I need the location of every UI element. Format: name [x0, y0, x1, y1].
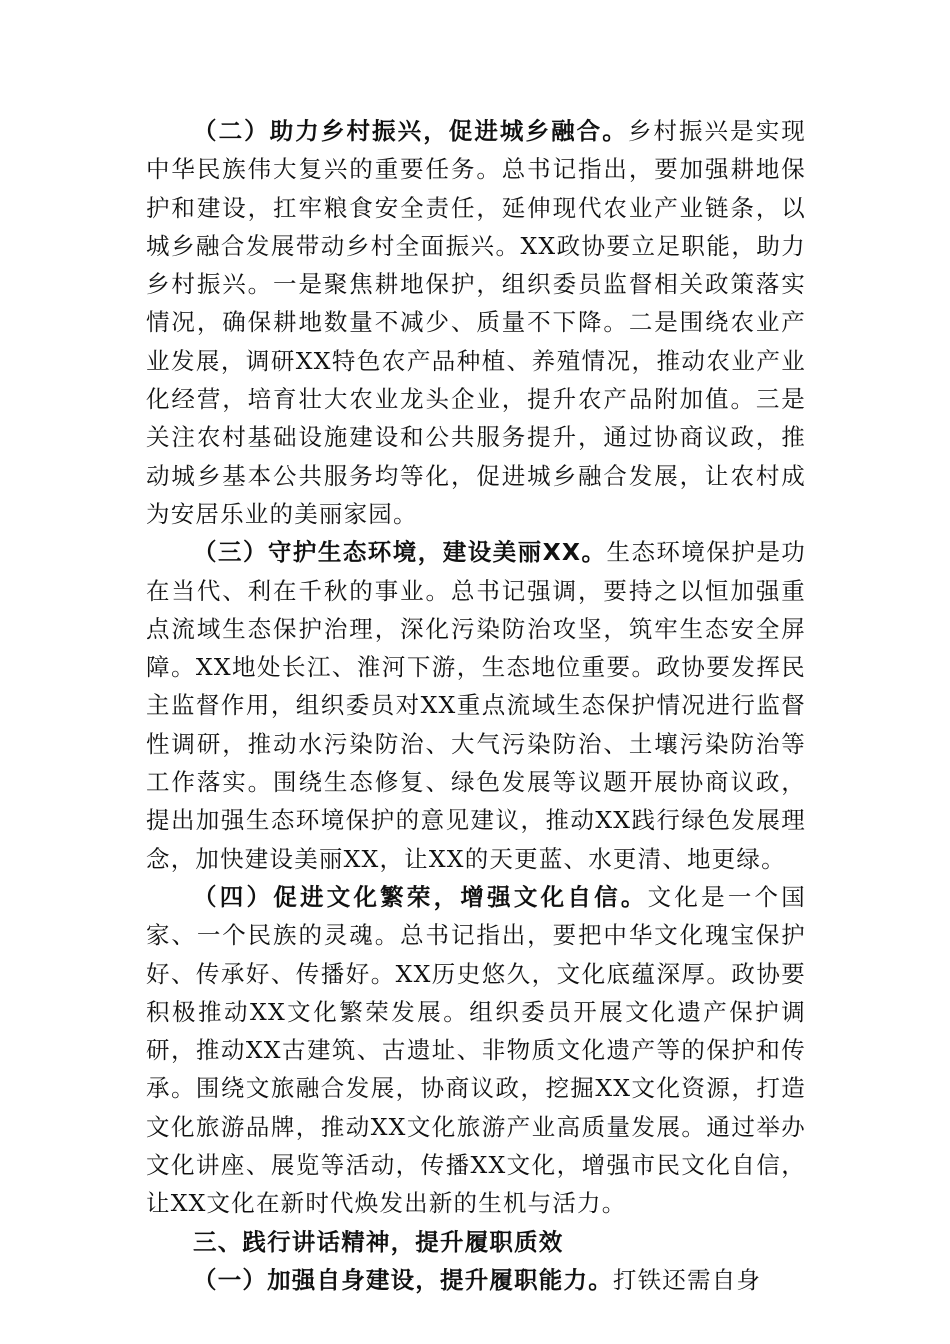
paragraph-text: 乡村振兴是实现中华民族伟大复兴的重要任务。总书记指出，要加强耕地保护和建设，扛牢粮食安全责任，延伸现代农业产业链条，以城乡融合发展带动乡村全面振兴。XX政协要立足职能，助力乡村振兴。一是聚焦耕地保护，组织委员监督相关政策落实情况，确保耕地数量不减少、质量不下降。二是围绕农业产业发展，调研XX特色农产品种植、养殖情况，推动农业产业化经营，培育壮大农业龙头企业，提升农产品附加值。三是关注农村基础设施建设和公共服务提升，通过协商议政，推动城乡基本公共服务均等化，促进城乡融合发展，让农村成为安居乐业的美丽家园。 — [146, 117, 806, 528]
document-body — [146, 112, 806, 1299]
paragraph-lead: （二）助力乡村振兴，促进城乡融合。 — [193, 117, 628, 145]
paragraph-rural-revitalization — [146, 112, 806, 533]
paragraph-text: 打铁还需自身 — [612, 1265, 762, 1294]
paragraph-lead: （三）守护生态环境，建设美丽XX。 — [193, 538, 607, 567]
paragraph-text: 生态环境保护是功在当代、利在千秋的事业。总书记强调，要持之以恒加强重点流域生态保护治理，深化污染防治攻坚，筑牢生态安全屏障。XX地处长江、淮河下游，生态地位重要。政协要发挥民主监督作用，组织委员对XX重点流域生态保护情况进行监督性调研，推动水污染防治、大气污染防治、土壤污染防治等工作落实。围绕生态修复、绿色发展等议题开展协商议政，提出加强生态环境保护的意见建议，推动XX践行绿色发展理念，加快建设美丽XX，让XX的天更蓝、水更清、地更绿。 — [146, 538, 806, 873]
paragraph-lead: （四）促进文化繁荣，增强文化自信。 — [193, 882, 648, 911]
paragraph-ecological-environment — [146, 533, 806, 878]
paragraph-self-construction — [146, 1261, 806, 1299]
section-heading: 三、践行讲话精神，提升履职质效 — [193, 1227, 564, 1256]
paragraph-cultural-prosperity — [146, 878, 806, 1223]
paragraph-lead: （一）加强自身建设，提升履职能力。 — [193, 1265, 613, 1294]
paragraph-text: 文化是一个国家、一个民族的灵魂。总书记指出，要把中华文化瑰宝保护好、传承好、传播好。XX历史悠久，文化底蕴深厚。政协要积极推动XX文化繁荣发展。组织委员开展文化遗产保护调研，推动XX古建筑、古遗址、非物质文化遗产等的保护和传承。围绕文旅融合发展，协商议政，挖掘XX文化资源，打造文化旅游品牌，推动XX文化旅游产业高质量发展。通过举办文化讲座、展览等活动，传播XX文化，增强市民文化自信，让XX文化在新时代焕发出新的生机与活力。 — [146, 882, 806, 1218]
